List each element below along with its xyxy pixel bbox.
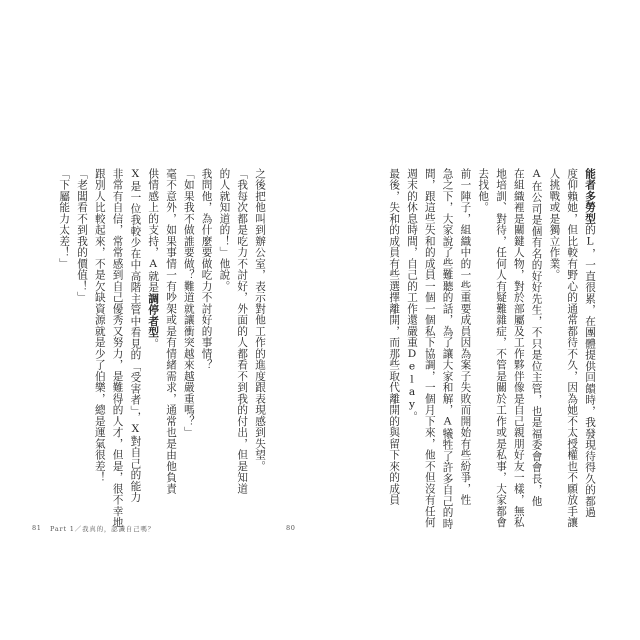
body-text: 之後把他叫到辦公室，表示對他工作的進度跟表現感到失望。 [254, 168, 266, 472]
body-text: 「下屬能力太差！」 [58, 168, 71, 270]
text-column [57, 168, 70, 269]
text-column [146, 168, 159, 349]
text-column [476, 168, 489, 213]
body-text: 。 [147, 338, 160, 350]
body-text: 非常有自信，常常感到自己優秀又努力，是難得的人才，但是，很不幸地 [111, 168, 124, 528]
text-column [164, 168, 177, 494]
body-text: 間，跟這些失和的成員一個一個私下協調，一個月下來，他不但沒有任何 [423, 168, 436, 528]
body-text: 度仰賴她，但比較有野心的通常都待不久，因為她不太授權也不願放手讓 [566, 168, 579, 528]
body-text: 毫不意外，如果事情一有吵架或是有情緒需求，通常也是由他負責 [165, 168, 177, 495]
text-column [111, 168, 124, 528]
body-text: 前一陣子，組織中的一些重要成員因為案子失敗而開始有些紛爭，性 [459, 168, 472, 506]
text-column [583, 168, 596, 518]
text-column [93, 168, 106, 483]
right-page-number: 80 [286, 524, 296, 532]
body-text: 人挑戰或是獨立作業。 [548, 168, 561, 281]
text-column [547, 168, 560, 281]
text-column [217, 168, 230, 292]
body-text: 跟別人比較起來，不是欠缺資源就是少了伯樂，總是運氣很差！ [93, 168, 106, 483]
left-page-number: 81 [32, 524, 42, 532]
body-text: 地培訓、對待，任何人有疑難雜症，不管是關於工作或是私事，大家都會 [495, 168, 507, 528]
text-column [128, 168, 141, 503]
text-column [253, 168, 266, 472]
emphasis-text: 調停者型 [147, 293, 160, 339]
text-column [512, 168, 525, 528]
text-column [235, 168, 248, 494]
text-column [75, 168, 88, 303]
emphasis-text: 能者多勞型 [584, 168, 596, 225]
body-text: 供情感上的支持，A就是 [147, 168, 160, 294]
text-column [200, 168, 213, 371]
body-text: 我問他，為什麼要做吃力不討好的事情？ [200, 168, 213, 371]
body-text: A在公司是個有名的好好先生，不只是位主管，也是福委會會長，他 [530, 168, 543, 507]
text-column [423, 168, 436, 528]
body-text: 「我每次都是吃力不討好，外面的人都看不到我的付出，但是知道 [236, 168, 249, 495]
text-column [405, 168, 418, 423]
body-text: X是一位我較少在中高階主管中看見的「受害者」，X對自己的能力 [129, 168, 142, 503]
body-text: 急之下，大家說了些難聽的話，為了讓大家和解，A犧牲了許多自己的時 [441, 168, 454, 530]
text-column [565, 168, 578, 528]
text-column [458, 168, 471, 506]
body-text: 週末的休息時間，自己的工作還嚴重Delay。 [406, 168, 418, 423]
body-text: 「如果我不做誰要做？難道就讓衝突越來越嚴重嗎？」 [182, 168, 195, 438]
text-column [387, 168, 400, 506]
body-text: 最後，失和的成員有些選擇離開，而那些取代離開的與留下來的成員 [388, 168, 401, 506]
text-column [530, 168, 543, 507]
body-text: 在組織裡是關鍵人物，對於部屬及工作夥伴像是自己親朋好友一樣，無私 [512, 168, 525, 528]
right-page [320, 0, 640, 640]
body-text: 去找他。 [477, 168, 490, 213]
body-text: 「老闆看不到我的價值！」 [76, 168, 88, 303]
text-column [441, 168, 454, 529]
body-text: 的人就知道的！」他說。 [218, 168, 231, 292]
text-column [494, 168, 507, 528]
text-column [182, 168, 195, 438]
body-text: 的L，一直很累，在團體提供回饋時，我發現待得久的都過 [584, 224, 596, 519]
running-head: Part 1／我真的，認識自己嗎？ [50, 525, 155, 533]
